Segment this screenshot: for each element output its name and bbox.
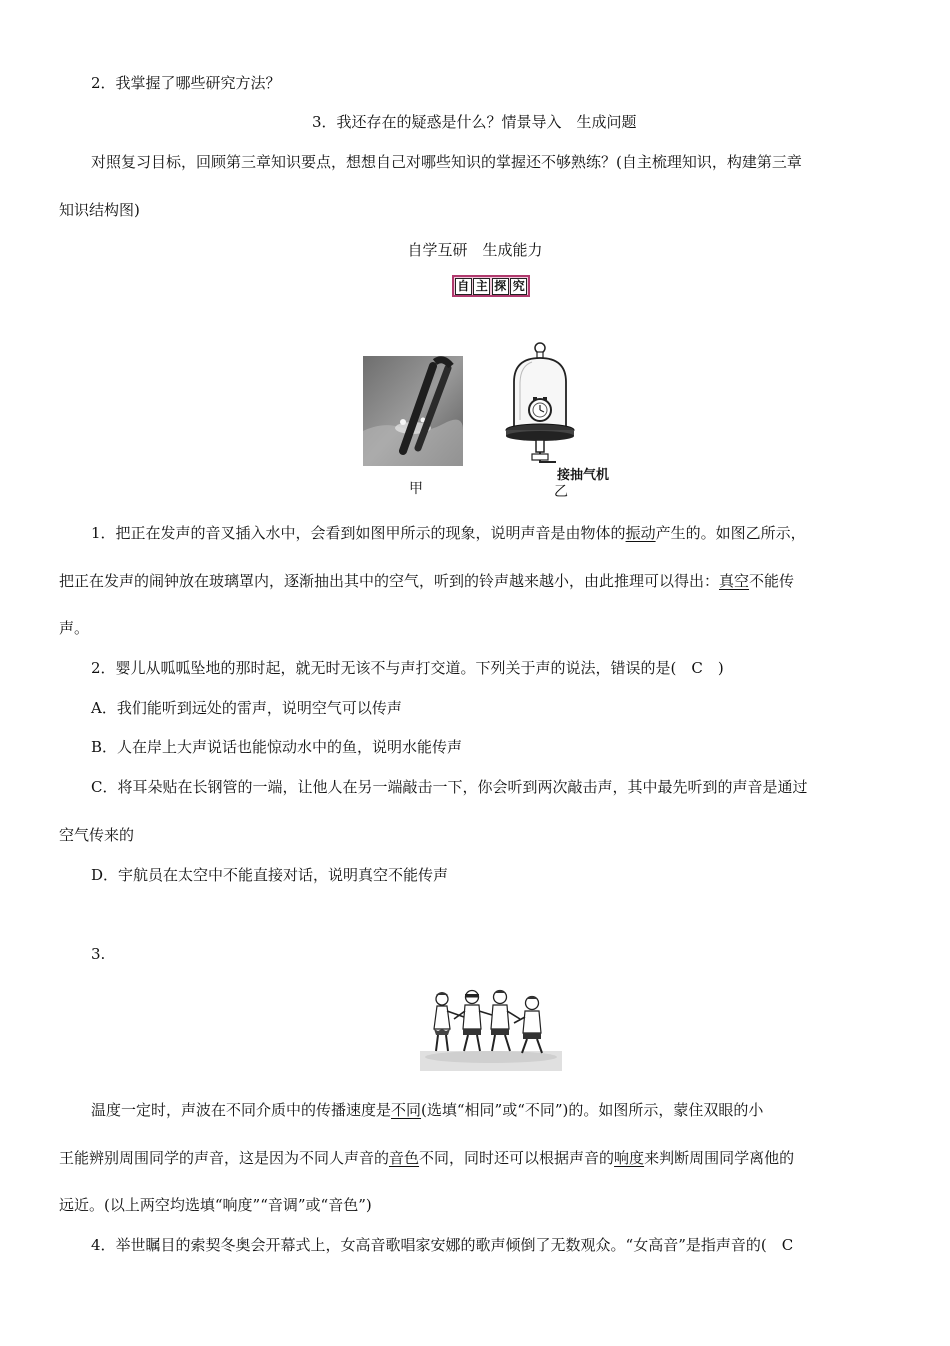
figure-label-jia: 甲 [409, 481, 423, 497]
q1-text: 把正在发声的闹钟放在玻璃罩内，逐渐抽出其中的空气，听到的铃声越来越小，由此推理可以得出： [59, 572, 720, 590]
q3-line-2 [59, 1148, 794, 1168]
review-intro-line-1: 对照复习目标，回顾第三章知识要点，想想自己对哪些知识的掌握还不够熟练？(自主梳理知识，构建第三章 [91, 153, 802, 171]
q3-text: 来判断周围同学离他的 [644, 1149, 795, 1167]
bell-jar-diagram [500, 340, 580, 480]
q1-line-1 [91, 523, 806, 543]
q2-option-c-line-1: C．将耳朵贴在长钢管的一端，让他人在另一端敲击一下，你会听到两次敲击声，其中最先听到的声音是通过 [91, 778, 808, 796]
q1-answer-vacuum: 真空 [719, 572, 750, 590]
blindfold-game-illustration [420, 985, 562, 1071]
q2-option-c-line-2: 空气传来的 [59, 826, 135, 844]
review-question-3: 3．我还存在的疑惑是什么？情景导入 生成问题 [312, 113, 637, 131]
q1-line-2 [59, 571, 794, 591]
review-intro-line-2: 知识结构图) [59, 201, 140, 219]
q2-stem: 2．婴儿从呱呱坠地的那时起，就无时无该不与声打交道。下列关于声的说法，错误的是( C ) [91, 659, 724, 677]
badge-char: 究 [510, 278, 527, 295]
badge-char: 主 [473, 278, 490, 295]
q1-line-3: 声。 [59, 619, 90, 637]
q2-option-d: D．宇航员在太空中不能直接对话，说明真空不能传声 [91, 866, 449, 884]
q3-answer-different: 不同 [391, 1101, 422, 1119]
q4-stem: 4．举世瞩目的索契冬奥会开幕式上，女高音歌唱家安娜的歌声倾倒了无数观众。“女高音”是指声音的( C [91, 1236, 794, 1254]
q3-text: (选填“相同”或“不同”)的。如图所示，蒙住双眼的小 [421, 1101, 764, 1119]
q1-text: 产生的。如图乙所示， [655, 524, 806, 542]
tuning-fork-photo [363, 356, 463, 466]
q2-option-a: A．我们能听到远处的雷声，说明空气可以传声 [91, 699, 402, 717]
q1-answer-vibration: 振动 [625, 524, 656, 542]
q3-number: 3. [91, 945, 106, 963]
badge-char: 探 [492, 278, 509, 295]
q2-option-b: B．人在岸上大声说话也能惊动水中的鱼，说明水能传声 [91, 738, 463, 756]
self-study-badge [452, 275, 530, 297]
q3-text: 不同，同时还可以根据声音的 [419, 1149, 615, 1167]
q1-text: 不能传 [749, 572, 795, 590]
q3-text: 温度一定时，声波在不同介质中的传播速度是 [91, 1101, 392, 1119]
badge-char: 自 [455, 278, 472, 295]
q3-line-3: 远近。(以上两空均选填“响度”“音调”或“音色”) [59, 1196, 372, 1214]
q3-answer-loudness: 响度 [614, 1149, 645, 1167]
pump-label: 接抽气机 [557, 468, 610, 483]
section-title: 自学互研 生成能力 [407, 241, 543, 259]
review-question-2: 2．我掌握了哪些研究方法？ [91, 74, 281, 92]
q3-text: 王能辨别周围同学的声音，这是因为不同人声音的 [59, 1149, 390, 1167]
q3-answer-timbre: 音色 [389, 1149, 420, 1167]
q1-text: 1．把正在发声的音叉插入水中，会看到如图甲所示的现象，说明声音是由物体的 [91, 524, 626, 542]
q3-line-1 [91, 1100, 763, 1120]
figure-label-yi: 乙 [554, 484, 568, 500]
